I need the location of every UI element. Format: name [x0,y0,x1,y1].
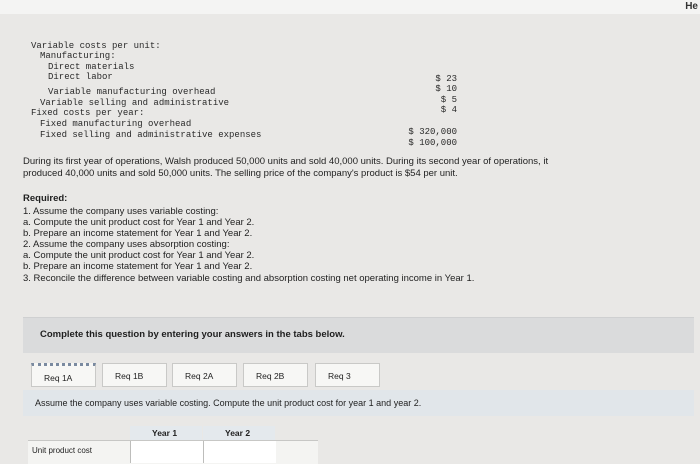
top-bar [0,0,700,14]
variable-selling-label: Variable selling and administrative [40,98,230,108]
variable-overhead-value: $ 5 [440,95,457,105]
fixed-costs-title: Fixed costs per year: [31,108,145,118]
year-2-unit-cost-input[interactable] [204,441,276,463]
manufacturing-label: Manufacturing: [40,51,116,61]
tab-req-2a[interactable] [172,363,237,387]
tab-req-2b[interactable] [243,363,308,387]
direct-materials-value: $ 23 [435,74,457,84]
variable-selling-value: $ 4 [440,105,457,115]
question-panel [23,317,694,353]
year-1-label: Year 1 [152,428,178,438]
help-link[interactable]: He [685,1,698,12]
fixed-selling-value: $ 100,000 [408,138,457,148]
required-item: 3. Reconcile the difference between variable costing and absorption costing net operating income in Year 1. [23,272,475,284]
direct-labor-label: Direct labor [48,72,113,82]
tab-req-1b[interactable] [102,363,167,387]
tab-label: Req 1A [44,373,73,383]
fixed-selling-label: Fixed selling and administrative expenses [40,130,262,140]
required-item: b. Prepare an income statement for Year 1 and Year 2. [23,228,253,240]
table-row [28,440,318,464]
year-1-cell [130,441,203,463]
problem-line-1: During its first year of operations, Walsh produced 50,000 units and sold 40,000 units. During its second year of operations, it [23,156,549,167]
variable-costs-title: Variable costs per unit: [31,41,161,51]
required-list [23,206,474,284]
year-1-unit-cost-input[interactable] [131,441,203,463]
year-2-label: Year 2 [225,428,251,438]
tab-label: Req 2A [185,371,214,381]
tab-label: Req 1B [115,371,144,381]
tab-req-1a[interactable] [31,363,96,387]
direct-labor-value: $ 10 [435,84,457,94]
fixed-overhead-label: Fixed manufacturing overhead [40,119,192,129]
column-header-year-1 [130,426,202,440]
required-item: a. Compute the unit product cost for Year 1 and Year 2. [23,250,255,262]
tab-req-3[interactable] [315,363,380,387]
required-item: a. Compute the unit product cost for Year 1 and Year 2. [23,217,255,229]
year-2-cell [203,441,276,463]
required-item: 1. Assume the company uses variable costing: [23,206,219,217]
column-header-year-2 [203,426,275,440]
problem-line-2: produced 40,000 units and sold 50,000 units. The selling price of the company's product is $54 per unit. [23,168,458,179]
tab-instruction-bar [23,390,694,416]
tab-instruction: Assume the company uses variable costing. Compute the unit product cost for year 1 and year 2. [35,398,422,408]
variable-overhead-label: Variable manufacturing overhead [48,87,216,97]
required-heading: Required: [23,193,68,204]
required-item: 2. Assume the company uses absorption costing: [23,239,230,251]
tab-label: Req 3 [328,371,351,381]
direct-materials-label: Direct materials [48,62,135,72]
unit-product-cost-label: Unit product cost [32,446,93,455]
tab-label: Req 2B [256,371,285,381]
panel-instruction: Complete this question by entering your answers in the tabs below. [40,329,345,340]
required-item: b. Prepare an income statement for Year 1 and Year 2. [23,261,253,273]
fixed-overhead-value: $ 320,000 [408,127,457,137]
